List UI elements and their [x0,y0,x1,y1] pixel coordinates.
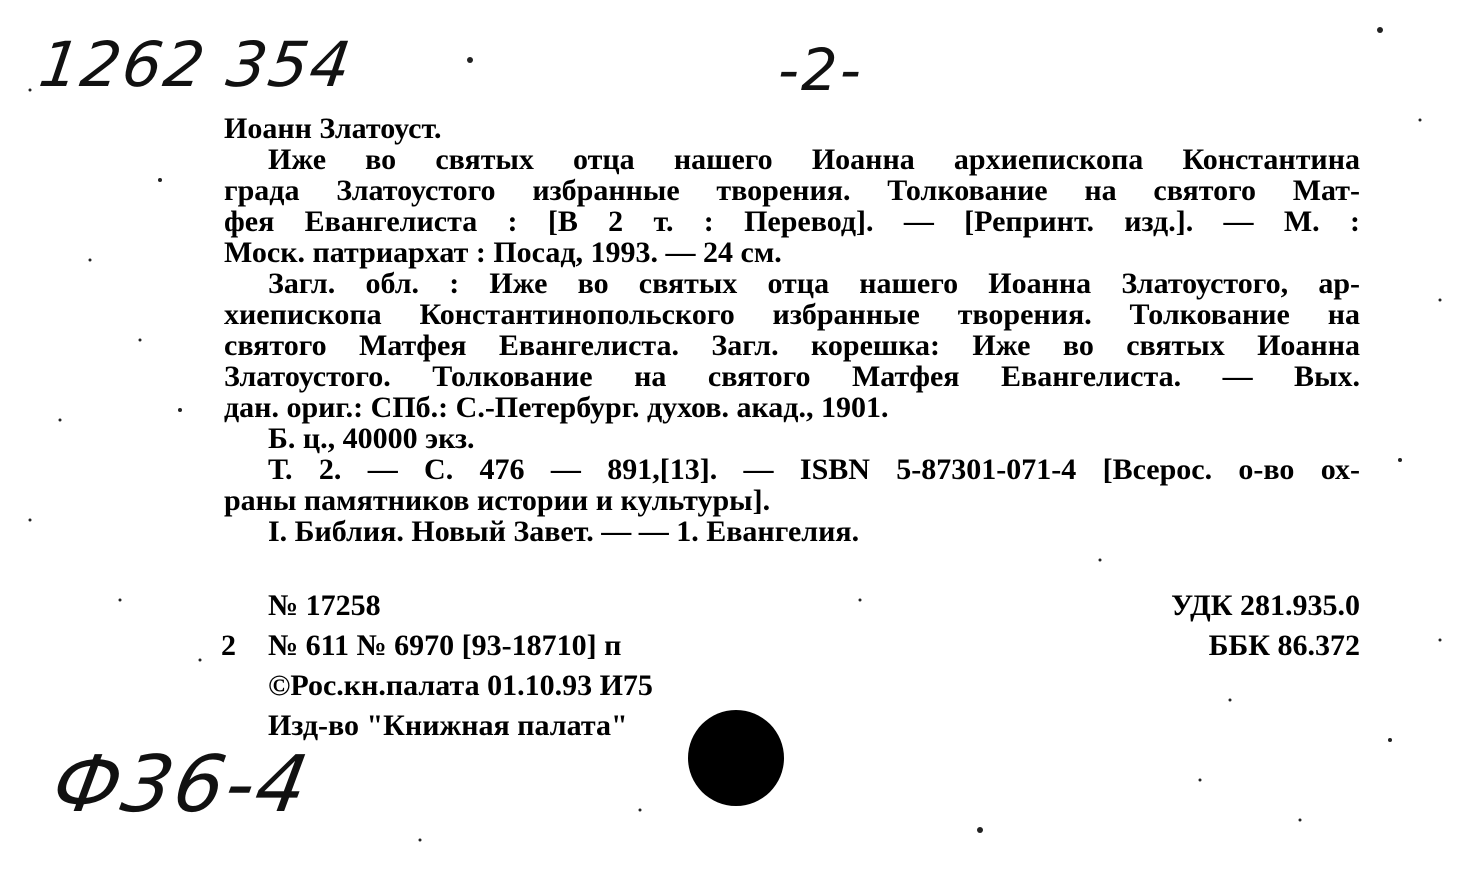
registry-block [221,586,653,746]
note-line: дан. ориг.: СПб.: С.-Петербург. духов. акад., 1901. [224,391,889,424]
handwritten-inventory-number: 1262 354 [34,28,357,101]
note-line: хиепископа Константинопольского избранные творения. Толкование на [224,298,1360,331]
classification-block [1171,586,1360,666]
bbk-code: ББК 86.372 [1208,629,1360,662]
note-line: Загл. обл. : Иже во святых отца нашего Иоанна Златоустого, ар- [268,267,1360,300]
punch-hole [688,710,784,806]
note-line: Златоустого. Толкование на святого Матфея Евангелиста. — Вых. [224,360,1360,393]
card-number: № 17258 [268,589,381,622]
handwritten-shelf-mark: Ф36-4 [46,740,317,830]
title-line: Иже во святых отца нашего Иоанна архиепископа Константина [268,143,1360,176]
title-line: Моск. патриархат : Посад, 1993. — 24 см. [224,236,782,269]
title-line: фея Евангелиста : [В 2 т. : Перевод]. — [Репринт. изд.]. — М. : [224,205,1360,238]
copyright-line: ©Рос.кн.палата 01.10.93 И75 [268,669,653,702]
handwritten-page-mark: -2- [778,36,863,104]
udc-code: УДК 281.935.0 [1171,589,1360,622]
publisher-line: Изд-во "Книжная палата" [268,709,628,742]
author-heading: Иоанн Златоуст. [224,112,442,145]
price-line: Б. ц., 40000 экз. [268,422,475,455]
volume-line: Т. 2. — С. 476 — 891,[13]. — ISBN 5-87301-071-4 [Всерос. о-во ох- [268,453,1360,486]
volume-line: раны памятников истории и культуры]. [224,484,771,517]
bibliographic-entry [224,113,1360,547]
title-line: града Златоустого избранные творения. Толкование на святого Мат- [224,174,1360,207]
registry-row [221,626,653,666]
registry-numbers: № 611 № 6970 [93-18710] п [268,629,622,662]
margin-digit: 2 [221,629,236,662]
subject-line: I. Библия. Новый Завет. — — 1. Евангелия. [268,515,860,548]
note-line: святого Матфея Евангелиста. Загл. корешка: Иже во святых Иоанна [224,329,1360,362]
